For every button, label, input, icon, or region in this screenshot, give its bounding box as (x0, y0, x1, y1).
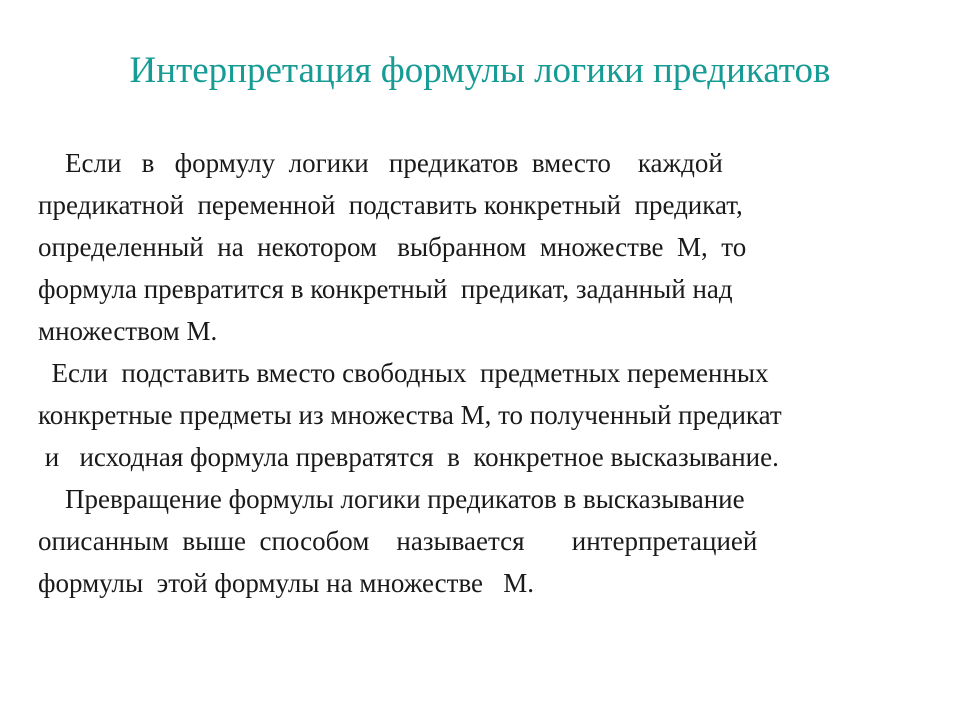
slide-title: Интерпретация формулы логики предикатов (129, 50, 831, 91)
body-line: Если подставить вместо свободных предметных переменных (38, 358, 769, 388)
body-line: описанным выше способом называется интерпретацией (38, 526, 758, 556)
body-line: формула превратится в конкретный предикат, заданный над (38, 274, 733, 304)
body-line: множеством М. (38, 316, 218, 346)
body-line: конкретные предметы из множества М, то полученный предикат (38, 400, 782, 430)
body-line: определенный на некотором выбранном множестве М, то (38, 232, 747, 262)
body-line: Если в формулу логики предикатов вместо каждой (38, 148, 723, 178)
body-line: предикатной переменной подставить конкретный предикат, (38, 190, 743, 220)
body-line: и исходная формула превратятся в конкретное высказывание. (38, 442, 779, 472)
body-line: формулы этой формулы на множестве М. (38, 568, 535, 598)
slide-body (38, 142, 928, 604)
body-line: Превращение формулы логики предикатов в высказывание (38, 484, 745, 514)
